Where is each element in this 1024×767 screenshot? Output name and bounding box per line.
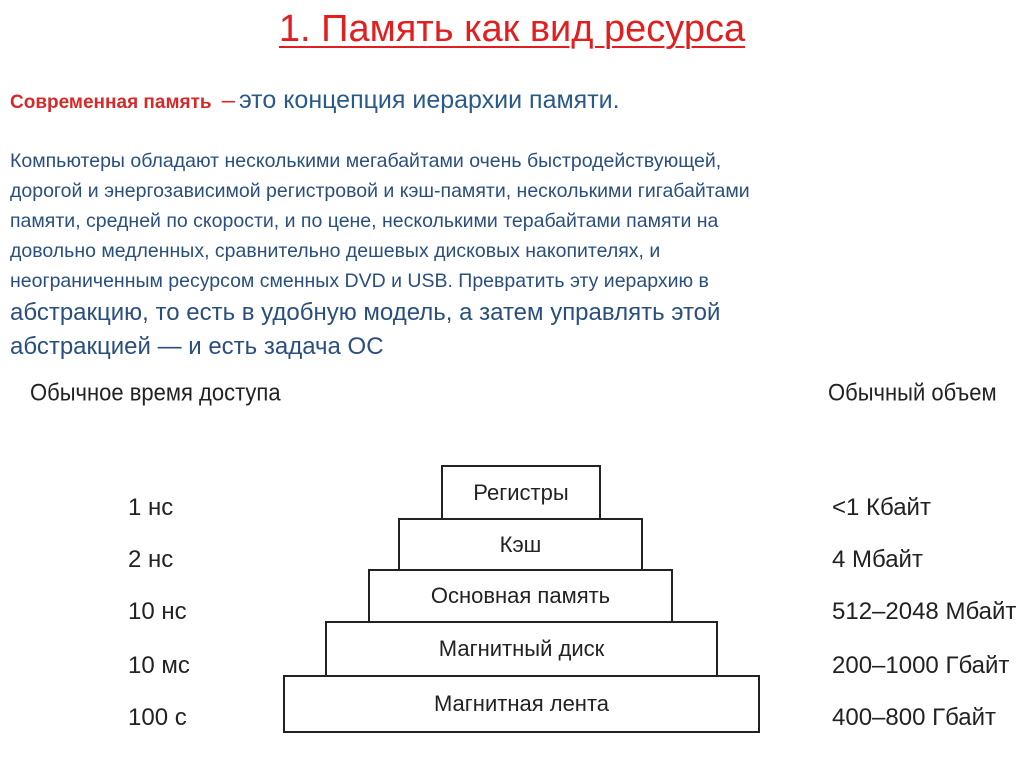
level-main-memory-box: Основная память <box>368 569 673 623</box>
subtitle <box>10 86 1010 115</box>
subtitle-term: Современная память <box>10 92 212 113</box>
body-paragraph <box>10 146 1010 368</box>
access-time-registers: 1 нс <box>128 494 174 521</box>
slide-title: 1. Память как вид ресурса <box>278 8 746 50</box>
access-time-magnetic-tape: 100 с <box>128 704 187 731</box>
subtitle-dash: – <box>221 87 235 114</box>
capacity-registers: <1 Кбайт <box>832 494 931 521</box>
paragraph-line: довольно медленных, сравнительно дешевых дисковых накопителях, и <box>10 240 661 262</box>
access-time-header: Обычное время доступа <box>30 378 281 406</box>
memory-hierarchy-diagram <box>0 370 1024 767</box>
level-cache-box: Кэш <box>398 518 643 571</box>
capacity-header: Обычный объем <box>828 378 997 406</box>
paragraph-line: памяти, средней по скорости, и по цене, несколькими терабайтами памяти на <box>10 210 719 232</box>
access-time-magnetic-disk: 10 мс <box>128 652 190 679</box>
paragraph-line: абстракцией — и есть задача ОС <box>10 333 384 360</box>
paragraph-line: неограниченным ресурсом сменных DVD и USB. Превратить эту иерархию в <box>10 270 709 292</box>
access-time-cache: 2 нс <box>128 546 174 573</box>
capacity-magnetic-tape: 400–800 Гбайт <box>832 704 997 731</box>
paragraph-line: Компьютеры обладают несколькими мегабайтами очень быстродействующей, <box>10 150 722 172</box>
access-time-main-memory: 10 нс <box>128 598 187 625</box>
paragraph-line: дорогой и энергозависимой регистровой и кэш-памяти, несколькими гигабайтами <box>10 180 750 202</box>
capacity-cache: 4 Мбайт <box>832 546 923 573</box>
paragraph-line: абстракцию, то есть в удобную модель, а затем управлять этой <box>10 299 721 326</box>
subtitle-definition: это концепция иерархии памяти. <box>238 86 620 114</box>
capacity-main-memory: 512–2048 Мбайт <box>832 598 1017 625</box>
level-registers-box: Регистры <box>441 465 601 520</box>
capacity-magnetic-disk: 200–1000 Гбайт <box>832 652 1010 679</box>
level-magnetic-tape-box: Магнитная лента <box>283 675 760 733</box>
level-magnetic-disk-box: Магнитный диск <box>325 621 718 677</box>
